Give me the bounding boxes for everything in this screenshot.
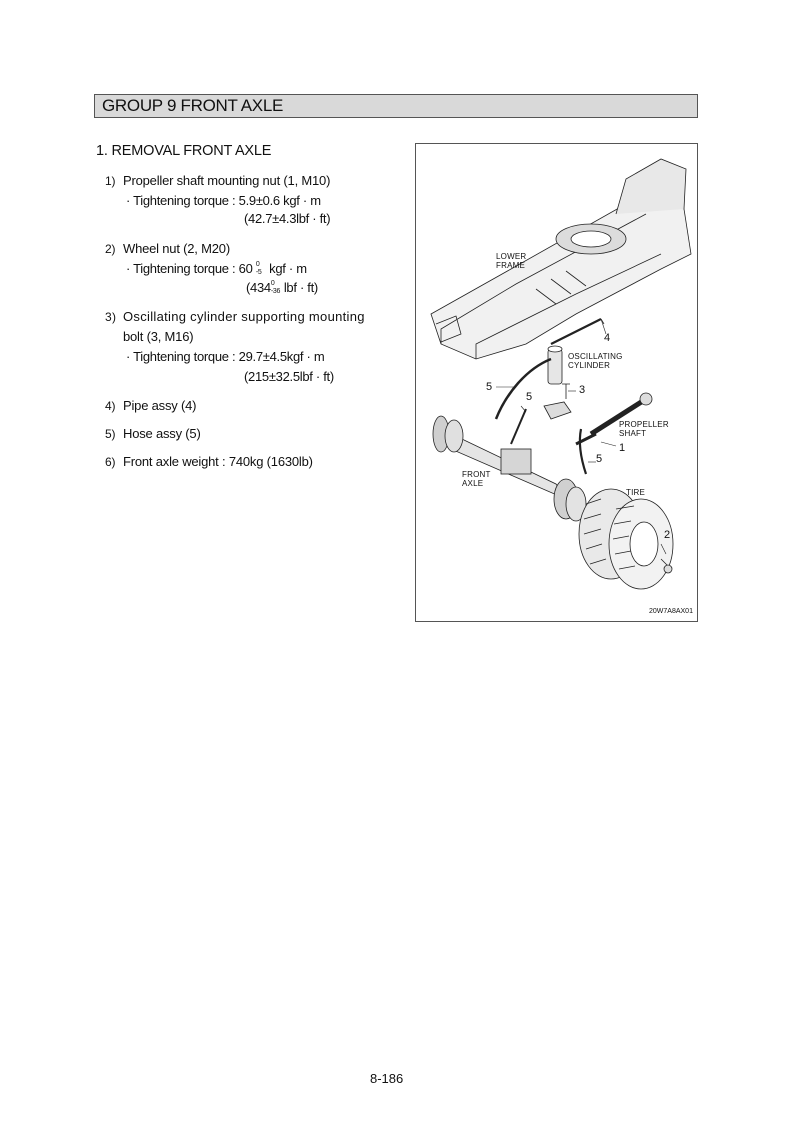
- list-item: [105, 241, 230, 256]
- item-text: Hose assy (5): [123, 426, 201, 441]
- page-number: 8-186: [370, 1071, 404, 1086]
- tolerance: [255, 260, 266, 277]
- front-axle-label: FRONT AXLE: [462, 470, 491, 488]
- lower-frame-label: LOWER FRAME: [496, 252, 527, 270]
- tolerance: [270, 279, 284, 296]
- torque-spec: · Tightening torque : 29.7±4.5kgf · m: [126, 349, 325, 364]
- item-number: 2): [105, 242, 116, 256]
- torque-unit: kgf · m: [269, 261, 307, 276]
- propeller-shaft-label: PROPELLER SHAFT: [619, 420, 669, 438]
- callout-4: 4: [604, 332, 611, 344]
- front-axle-removal-figure: [415, 143, 698, 622]
- list-item: [105, 426, 201, 441]
- item-number: 5): [105, 427, 116, 441]
- torque-spec: [126, 261, 307, 277]
- torque-spec-imperial: (42.7±4.3lbf · ft): [244, 211, 331, 226]
- section-title: 1. REMOVAL FRONT AXLE: [96, 143, 272, 159]
- item-number: 3): [105, 310, 117, 324]
- list-item: [105, 173, 330, 188]
- torque-spec-imperial: [246, 280, 318, 296]
- item-text-continued: bolt (3, M16): [123, 329, 194, 344]
- item-text: Pipe assy (4): [123, 398, 197, 413]
- group-title: GROUP 9 FRONT AXLE: [94, 94, 698, 118]
- list-item: [105, 454, 313, 469]
- list-item: [105, 309, 365, 324]
- torque-spec-imperial: (215±32.5lbf · ft): [244, 369, 334, 384]
- tolerance-lower: -5: [255, 268, 262, 276]
- torque-alt-prefix: (434: [246, 280, 271, 295]
- item-number: 1): [105, 174, 116, 188]
- callout-1: 1: [619, 442, 626, 454]
- figure-code: 20W7A8AX01: [649, 608, 693, 615]
- item-text: Oscillating cylinder supporting mounting: [123, 309, 365, 324]
- item-text: Front axle weight : 740kg (1630lb): [123, 454, 313, 469]
- torque-alt-unit: lbf · ft): [283, 280, 318, 295]
- item-text: Wheel nut (2, M20): [123, 241, 230, 256]
- tolerance-upper: 0: [255, 260, 260, 268]
- callout-5: 5: [526, 391, 533, 403]
- torque-prefix: · Tightening torque : 60: [126, 261, 253, 276]
- item-text: Propeller shaft mounting nut (1, M10): [123, 173, 331, 188]
- callout-2: 2: [664, 529, 671, 541]
- item-number: 6): [105, 455, 116, 469]
- exploded-view-drawing: [416, 144, 699, 623]
- list-item: [105, 398, 196, 413]
- oscillating-cylinder-label: OSCILLATING CYLINDER: [568, 352, 623, 370]
- callout-3: 3: [579, 384, 586, 396]
- tolerance-lower: -36: [270, 287, 281, 295]
- tire-label: TIRE: [626, 488, 646, 497]
- callout-5: 5: [486, 381, 493, 393]
- torque-spec: · Tightening torque : 5.9±0.6 kgf · m: [126, 193, 321, 208]
- callout-5: 5: [596, 453, 603, 465]
- item-number: 4): [105, 399, 116, 413]
- tolerance-upper: 0: [270, 279, 275, 287]
